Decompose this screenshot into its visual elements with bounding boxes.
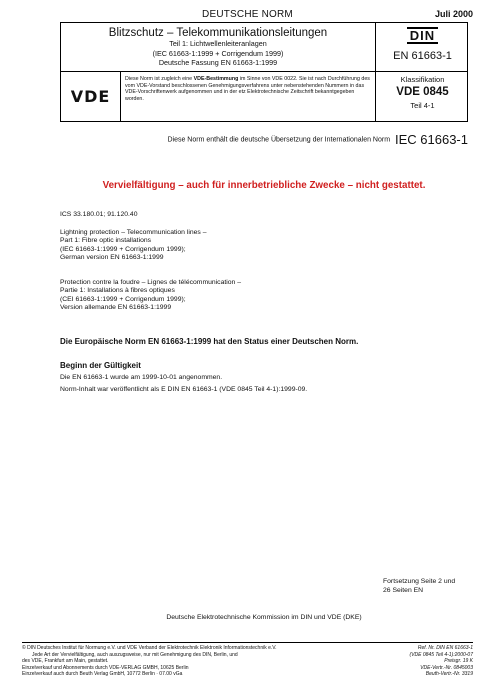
publication-date: Juli 2000 — [434, 9, 473, 19]
vde-logo-column — [61, 72, 121, 121]
footer-line: des VDE, Frankfurt am Main, gestattet. — [22, 658, 109, 664]
english-line: Part 1: Fibre optic installations — [60, 237, 152, 245]
validity-text — [60, 372, 460, 396]
french-line: (CEI 61663-1:1999 + Corrigendum 1999); — [60, 295, 186, 303]
title-box — [60, 22, 468, 72]
english-line: (IEC 61663-1:1999 + Corrigendum 1999); — [60, 245, 186, 253]
vde-notice — [125, 76, 370, 102]
din-column — [375, 23, 469, 71]
subtitle-part: Teil 1: Lichtwellenleiteranlagen — [169, 39, 267, 48]
footer-ref-line: (VDE 0845 Teil 4-1):2000-07 — [409, 651, 473, 658]
footer-line: © DIN Deutsches Institut für Normung e.V. und VDE Verband der Elektrotechnik Elektronik Informationstechnik e.V. — [22, 645, 277, 651]
french-line: Version allemande EN 61663-1:1999 — [60, 303, 172, 311]
document-title: Blitzschutz – Telekommunikationsleitungen — [108, 27, 328, 39]
footer-line: Einzelverkauf und Abonnements durch VDE-VERLAG GMBH, 10625 Berlin — [22, 664, 189, 671]
din-logo: DIN — [407, 27, 438, 44]
footer-ref-line: VDE-Vertr.-Nr. 0845003 — [420, 664, 473, 671]
norm-label: DEUTSCHE NORM — [202, 9, 293, 20]
international-norm-number: IEC 61663-1 — [395, 132, 468, 147]
din-number: EN 61663-1 — [393, 50, 452, 62]
footer-divider — [22, 642, 473, 643]
vde-number: VDE 0845 — [396, 86, 449, 98]
continuation-line: Fortsetzung Seite 2 und — [383, 578, 456, 585]
continuation-note — [383, 577, 455, 596]
validity-line: Die EN 61663-1 wurde am 1999-10-01 angenommen. — [60, 374, 223, 381]
footer-copyright — [22, 645, 342, 678]
english-line: Lightning protection – Telecommunication lines – — [60, 229, 207, 236]
international-text: Diese Norm enthält die deutsche Übersetzung der Internationalen Norm — [167, 136, 391, 144]
footer-line: Jede Art der Vervielfältigung, auch auszugsweise, nur mit Genehmigung des DIN, Berlin, und — [32, 651, 238, 658]
vde-notice-post: im Sinne von VDE 0022. Sie ist nach Durchführung des vom VDE-Vorstand beschlossenen Genehmigungsverfahrens unter nebenstehenden Nummern in das VDE-Vorschriftenwerk aufgenommen und in der etz Elektrotechnische Zeitschrift bekanntgegeben worden. — [125, 76, 370, 102]
english-title — [60, 229, 360, 262]
english-line: German version EN 61663-1:1999 — [60, 253, 164, 261]
subtitle-german-version: Deutsche Fassung EN 61663-1:1999 — [158, 58, 278, 68]
footer-line: Einzelverkauf auch durch Beuth Verlag GmbH, 10772 Berlin · 07.00 vGa — [22, 671, 183, 677]
french-title — [60, 279, 360, 312]
subtitle-iec: (IEC 61663-1:1999 + Corrigendum 1999) — [152, 48, 284, 58]
vde-part: Teil 4-1 — [410, 101, 435, 110]
footer-ref-line: Ref. Nr. DIN EN 61663-1 — [417, 645, 473, 651]
status-statement: Die Europäische Norm EN 61663-1:1999 hat den Status einer Deutschen Norm. — [60, 337, 359, 346]
vde-notice-pre: Diese Norm ist zugleich eine — [125, 76, 194, 82]
copy-warning: Vervielfältigung – auch für innerbetriebliche Zwecke – nicht gestattet. — [102, 180, 426, 191]
validity-line: Norm-Inhalt war veröffentlicht als E DIN EN 61663-1 (VDE 0845 Teil 4-1):1999-09. — [60, 386, 308, 393]
classification-column — [375, 72, 469, 121]
classification-label: Klassifikation — [400, 75, 445, 84]
french-line: Partie 1: Installations à fibres optiques — [60, 287, 175, 295]
footer-ref-line: Preisgr. 19 K — [444, 658, 473, 664]
french-line: Protection contre la foudre – Lignes de télécommunication – — [60, 279, 241, 286]
commission-name: Deutsche Elektrotechnische Kommission im DIN und VDE (DKE) — [166, 614, 362, 621]
ics-codes: ICS 33.180.01; 91.120.40 — [60, 211, 138, 218]
vde-notice-bold: VDE-Bestimmung — [193, 76, 239, 82]
footer-reference — [410, 645, 473, 678]
validity-heading: Beginn der Gültigkeit — [60, 361, 141, 370]
continuation-line: 26 Seiten EN — [383, 587, 424, 595]
title-column — [61, 23, 375, 71]
international-norm-line — [150, 132, 468, 147]
vde-box — [60, 72, 468, 122]
footer-ref-line: Beuth-Vertr.-Nr. 3319 — [425, 671, 473, 677]
vde-logo: VDE — [70, 87, 111, 106]
